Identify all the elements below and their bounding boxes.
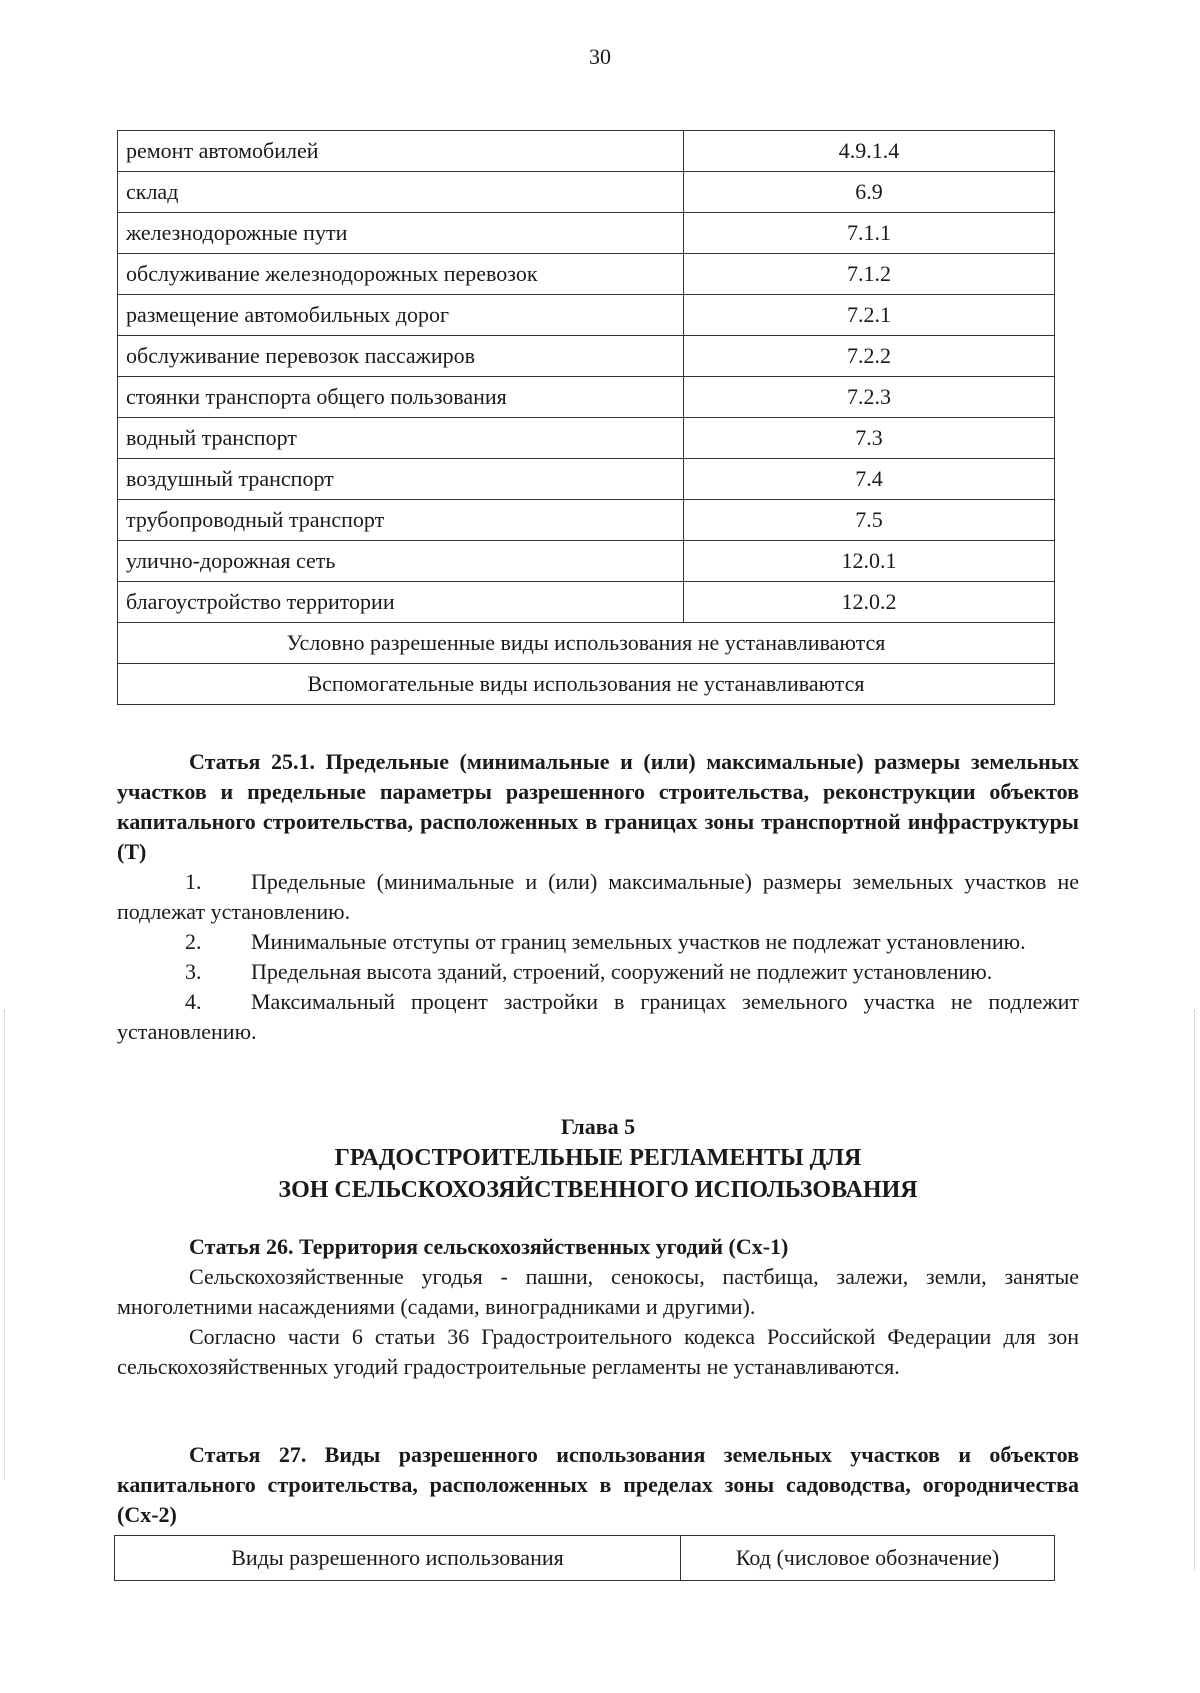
item-number: 4. [185,989,202,1014]
table-row [118,500,1055,541]
use-code: 7.2.3 [684,377,1055,418]
article-25-1-section [117,747,1079,1047]
permitted-uses-table [117,130,1055,705]
item-text: Предельные (минимальные и (или) максимальные) размеры земельных участков не подлежат установлению. [117,869,1079,924]
list-item [117,927,1079,957]
use-code: 7.2.2 [684,336,1055,377]
list-item [117,867,1079,927]
table-row [118,336,1055,377]
column-header-code: Код (числовое обозначение) [681,1536,1055,1581]
use-code: 12.0.1 [684,541,1055,582]
article-26-para2: Согласно части 6 статьи 36 Градостроительного кодекса Российской Федерации для зон сельскохозяйственных угодий градостроительные регламенты не устанавливаются. [117,1324,1079,1379]
page-number: 30 [589,44,611,69]
table-row [118,213,1055,254]
use-name: трубопроводный транспорт [118,500,684,541]
item-text: Предельная высота зданий, строений, сооружений не подлежит установлению. [251,959,993,984]
article-26-para1: Сельскохозяйственные угодья - пашни, сенокосы, пастбища, залежи, земли, занятые многолетними насаждениями (садами, виноградниками и другими). [117,1264,1079,1319]
use-name: железнодорожные пути [118,213,684,254]
conditional-uses-note: Условно разрешенные виды использования не устанавливаются [118,623,1055,664]
table-row [118,541,1055,582]
item-number: 2. [185,929,202,954]
table-row [118,295,1055,336]
use-name: обслуживание перевозок пассажиров [118,336,684,377]
table-row [118,418,1055,459]
item-text: Минимальные отступы от границ земельных участков не подлежат установлению. [251,929,1026,954]
use-code: 4.9.1.4 [684,131,1055,172]
table-row [118,582,1055,623]
use-code: 7.5 [684,500,1055,541]
use-code: 7.1.2 [684,254,1055,295]
table-row [118,254,1055,295]
chapter-heading [117,1112,1079,1206]
article-26-section [117,1232,1079,1382]
article-25-1-heading: Статья 25.1. Предельные (минимальные и (или) максимальные) размеры земельных участков и предельные параметры разрешенного строительства, реконструкции объектов капитального строительства, расположенных в границах зоны транспортной инфраструктуры (Т) [117,749,1079,864]
chapter-title-line1: ГРАДОСТРОИТЕЛЬНЫЕ РЕГЛАМЕНТЫ ДЛЯ [334,1145,862,1171]
chapter-title-line2: ЗОН СЕЛЬСКОХОЗЯЙСТВЕННОГО ИСПОЛЬЗОВАНИЯ [278,1177,918,1203]
use-name: склад [118,172,684,213]
table-row [118,459,1055,500]
table-row [118,172,1055,213]
use-code: 7.4 [684,459,1055,500]
use-code: 6.9 [684,172,1055,213]
table-note-row [118,664,1055,705]
use-code: 7.1.1 [684,213,1055,254]
column-header-uses: Виды разрешенного использования [115,1536,681,1581]
article-26-heading: Статья 26. Территория сельскохозяйственных угодий (Сх-1) [189,1234,789,1259]
use-code: 7.3 [684,418,1055,459]
use-code: 12.0.2 [684,582,1055,623]
use-name: обслуживание железнодорожных перевозок [118,254,684,295]
chapter-label: Глава 5 [560,1114,636,1139]
item-number: 3. [185,959,202,984]
use-code: 7.2.1 [684,295,1055,336]
table-row [118,377,1055,418]
use-name: размещение автомобильных дорог [118,295,684,336]
sx2-uses-table-header [114,1535,1055,1581]
use-name: стоянки транспорта общего пользования [118,377,684,418]
use-name: благоустройство территории [118,582,684,623]
table-note-row [118,623,1055,664]
article-27-heading: Статья 27. Виды разрешенного использования земельных участков и объектов капитального строительства, расположенных в пределах зоны садоводства, огородничества (Сх-2) [117,1442,1079,1527]
use-name: улично-дорожная сеть [118,541,684,582]
item-text: Максимальный процент застройки в границах земельного участка не подлежит установлению. [117,989,1079,1044]
list-item [117,957,1079,987]
scan-edge-right [1194,1010,1196,1570]
table-header-row [115,1536,1055,1581]
scan-edge-left [4,1010,6,1480]
list-item [117,987,1079,1047]
use-name: воздушный транспорт [118,459,684,500]
auxiliary-uses-note: Вспомогательные виды использования не устанавливаются [118,664,1055,705]
article-27-section [117,1440,1079,1530]
table-row [118,131,1055,172]
use-name: ремонт автомобилей [118,131,684,172]
item-number: 1. [185,869,202,894]
use-name: водный транспорт [118,418,684,459]
